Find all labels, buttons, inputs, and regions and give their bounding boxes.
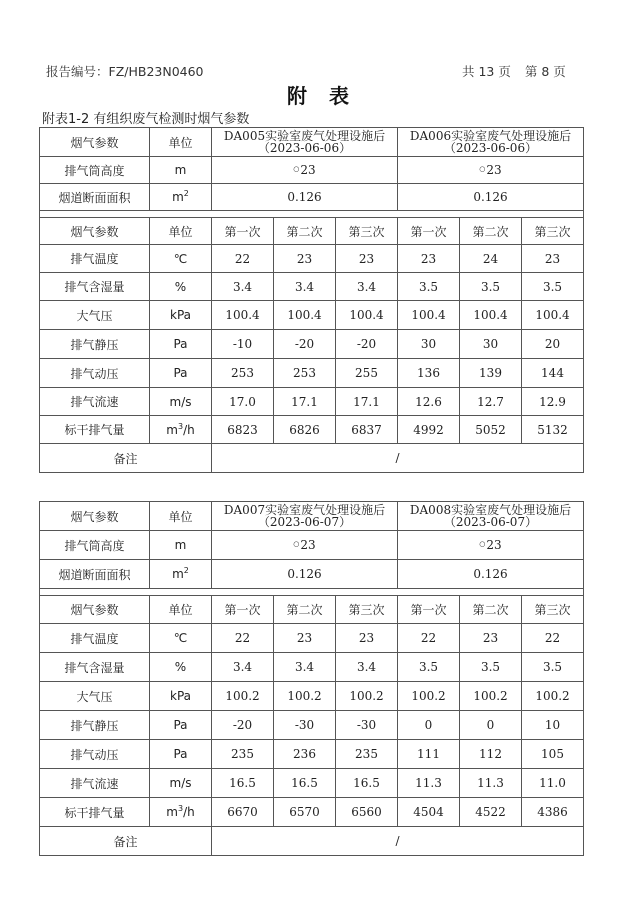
source-name: DA006实验室废气处理设施后 bbox=[409, 129, 572, 143]
run-header: 第二次 bbox=[460, 596, 522, 624]
row-label: 排气筒高度 bbox=[40, 157, 150, 184]
unit-header: 单位 bbox=[150, 218, 212, 245]
value-cell: 105 bbox=[522, 740, 584, 769]
row-label: 排气动压 bbox=[40, 740, 150, 769]
row-label: 大气压 bbox=[40, 682, 150, 711]
value-cell: 100.2 bbox=[522, 682, 584, 711]
value-cell: 12.9 bbox=[522, 388, 584, 416]
value-cell: -20 bbox=[274, 330, 336, 359]
row-label: 排气流速 bbox=[40, 769, 150, 798]
remark-label: 备注 bbox=[40, 827, 212, 856]
row-unit: m bbox=[150, 531, 212, 560]
value-cell: 16.5 bbox=[274, 769, 336, 798]
value-cell: 3.5 bbox=[398, 653, 460, 682]
unit-header: 单位 bbox=[150, 128, 212, 157]
param-header: 烟气参数 bbox=[40, 596, 150, 624]
value-cell: 100.4 bbox=[274, 301, 336, 330]
row-label: 标干排气量 bbox=[40, 798, 150, 827]
value-cell: 0.126 bbox=[212, 560, 398, 589]
value-cell: 3.5 bbox=[460, 273, 522, 301]
row-unit: ℃ bbox=[150, 245, 212, 273]
table-gap bbox=[40, 211, 584, 218]
value-cell: 6560 bbox=[336, 798, 398, 827]
value-cell: 5132 bbox=[522, 416, 584, 444]
value-cell: 3.4 bbox=[212, 653, 274, 682]
value-cell: 11.0 bbox=[522, 769, 584, 798]
row-label: 烟道断面面积 bbox=[40, 184, 150, 211]
value-cell: 22 bbox=[212, 624, 274, 653]
source-header bbox=[398, 502, 584, 531]
value-cell: 3.5 bbox=[398, 273, 460, 301]
row-label: 排气静压 bbox=[40, 330, 150, 359]
value-cell: 22 bbox=[212, 245, 274, 273]
main-title: 附表 bbox=[287, 84, 371, 108]
run-header: 第三次 bbox=[336, 596, 398, 624]
value-cell: ○23 bbox=[212, 157, 398, 184]
value-cell: 6826 bbox=[274, 416, 336, 444]
value-cell: 236 bbox=[274, 740, 336, 769]
value-cell: 100.4 bbox=[336, 301, 398, 330]
row-unit: Pa bbox=[150, 740, 212, 769]
degree-mark: ○ bbox=[293, 165, 300, 173]
value-cell: 4992 bbox=[398, 416, 460, 444]
degree-mark: ○ bbox=[479, 165, 486, 173]
run-header: 第一次 bbox=[398, 596, 460, 624]
value-cell: 22 bbox=[398, 624, 460, 653]
value-cell: 235 bbox=[336, 740, 398, 769]
value-cell: 6670 bbox=[212, 798, 274, 827]
run-header: 第二次 bbox=[460, 218, 522, 245]
value-cell: 11.3 bbox=[460, 769, 522, 798]
value-cell: 139 bbox=[460, 359, 522, 388]
value-cell: 111 bbox=[398, 740, 460, 769]
row-unit: m bbox=[150, 157, 212, 184]
row-label: 烟道断面面积 bbox=[40, 560, 150, 589]
value-cell: 100.4 bbox=[398, 301, 460, 330]
row-unit: $m^3/h$ bbox=[150, 798, 212, 827]
table-title: 附表1-2 有组织废气检测时烟气参数 bbox=[42, 112, 250, 127]
value-cell: 3.5 bbox=[460, 653, 522, 682]
value-cell: -20 bbox=[336, 330, 398, 359]
value-cell: 23 bbox=[522, 245, 584, 273]
row-unit: m/s bbox=[150, 388, 212, 416]
remark-label: 备注 bbox=[40, 444, 212, 473]
value-cell: -20 bbox=[212, 711, 274, 740]
source-name: DA007实验室废气处理设施后 bbox=[223, 503, 386, 517]
value-cell: 23 bbox=[460, 624, 522, 653]
unit-header: 单位 bbox=[150, 596, 212, 624]
value-cell: 100.4 bbox=[212, 301, 274, 330]
value-cell: 23 bbox=[336, 624, 398, 653]
value-cell: 0 bbox=[460, 711, 522, 740]
row-unit: kPa bbox=[150, 301, 212, 330]
param-header: 烟气参数 bbox=[40, 502, 150, 531]
value-cell: 3.4 bbox=[336, 273, 398, 301]
value-cell: 100.2 bbox=[460, 682, 522, 711]
value-cell: 6823 bbox=[212, 416, 274, 444]
row-unit: $m^2$ bbox=[150, 560, 212, 589]
value-cell: -10 bbox=[212, 330, 274, 359]
value-cell: ○23 bbox=[212, 531, 398, 560]
row-unit: m/s bbox=[150, 769, 212, 798]
source-header bbox=[398, 128, 584, 157]
report-number: 报告编号：FZ/HB23N0460 bbox=[46, 64, 204, 79]
value-cell: 112 bbox=[460, 740, 522, 769]
value-cell: 100.2 bbox=[212, 682, 274, 711]
source-date: （2023-06-06） bbox=[257, 141, 352, 155]
value-cell: 253 bbox=[212, 359, 274, 388]
source-date: （2023-06-07） bbox=[443, 515, 538, 529]
value-cell: -30 bbox=[336, 711, 398, 740]
value-cell: 3.4 bbox=[274, 653, 336, 682]
value-cell: 144 bbox=[522, 359, 584, 388]
value-cell: 3.5 bbox=[522, 653, 584, 682]
row-label: 标干排气量 bbox=[40, 416, 150, 444]
run-header: 第一次 bbox=[398, 218, 460, 245]
source-date: （2023-06-06） bbox=[443, 141, 538, 155]
value-cell: 3.4 bbox=[274, 273, 336, 301]
value-cell: 3.5 bbox=[522, 273, 584, 301]
run-header: 第二次 bbox=[274, 596, 336, 624]
row-label: 排气含湿量 bbox=[40, 653, 150, 682]
param-header: 烟气参数 bbox=[40, 218, 150, 245]
value-cell: 30 bbox=[460, 330, 522, 359]
remark-value: / bbox=[212, 827, 584, 856]
value-cell: 100.2 bbox=[274, 682, 336, 711]
value-cell: 4504 bbox=[398, 798, 460, 827]
value-cell: 23 bbox=[398, 245, 460, 273]
run-header: 第一次 bbox=[212, 596, 274, 624]
degree-mark: ○ bbox=[293, 540, 300, 548]
source-name: DA008实验室废气处理设施后 bbox=[409, 503, 572, 517]
value-cell: 4522 bbox=[460, 798, 522, 827]
value-cell: -30 bbox=[274, 711, 336, 740]
row-label: 大气压 bbox=[40, 301, 150, 330]
value-cell: 16.5 bbox=[336, 769, 398, 798]
value-cell: 100.4 bbox=[522, 301, 584, 330]
run-header: 第一次 bbox=[212, 218, 274, 245]
value-cell: 235 bbox=[212, 740, 274, 769]
row-unit: Pa bbox=[150, 330, 212, 359]
value-cell: 12.6 bbox=[398, 388, 460, 416]
row-label: 排气含湿量 bbox=[40, 273, 150, 301]
run-header: 第二次 bbox=[274, 218, 336, 245]
row-label: 排气温度 bbox=[40, 245, 150, 273]
value-cell: 253 bbox=[274, 359, 336, 388]
param-header: 烟气参数 bbox=[40, 128, 150, 157]
value-cell: 0.126 bbox=[212, 184, 398, 211]
value-cell: 3.4 bbox=[212, 273, 274, 301]
value-cell: 17.0 bbox=[212, 388, 274, 416]
value-cell: 10 bbox=[522, 711, 584, 740]
row-unit: % bbox=[150, 273, 212, 301]
run-header: 第三次 bbox=[336, 218, 398, 245]
value-cell: 22 bbox=[522, 624, 584, 653]
row-unit: Pa bbox=[150, 711, 212, 740]
page-info bbox=[462, 62, 566, 80]
value-cell: 5052 bbox=[460, 416, 522, 444]
row-unit: $m^3/h$ bbox=[150, 416, 212, 444]
value-cell: 255 bbox=[336, 359, 398, 388]
row-unit: % bbox=[150, 653, 212, 682]
value-cell: 17.1 bbox=[336, 388, 398, 416]
degree-mark: ○ bbox=[479, 540, 486, 548]
value-cell: 17.1 bbox=[274, 388, 336, 416]
row-label: 排气筒高度 bbox=[40, 531, 150, 560]
page-number: 第 8 页 bbox=[524, 64, 566, 79]
row-label: 排气温度 bbox=[40, 624, 150, 653]
value-cell: 100.2 bbox=[336, 682, 398, 711]
unit-header: 单位 bbox=[150, 502, 212, 531]
source-header bbox=[212, 128, 398, 157]
value-cell: 12.7 bbox=[460, 388, 522, 416]
value-cell: 16.5 bbox=[212, 769, 274, 798]
value-cell: 0 bbox=[398, 711, 460, 740]
flue-gas-table-1 bbox=[39, 127, 584, 473]
value-cell: 0.126 bbox=[398, 184, 584, 211]
source-header bbox=[212, 502, 398, 531]
run-header: 第三次 bbox=[522, 218, 584, 245]
value-cell: 24 bbox=[460, 245, 522, 273]
value-cell: 11.3 bbox=[398, 769, 460, 798]
value-cell: 30 bbox=[398, 330, 460, 359]
row-unit: kPa bbox=[150, 682, 212, 711]
value-cell: 23 bbox=[274, 624, 336, 653]
value-cell: 6837 bbox=[336, 416, 398, 444]
table-gap bbox=[40, 589, 584, 596]
value-cell: 3.4 bbox=[336, 653, 398, 682]
row-label: 排气流速 bbox=[40, 388, 150, 416]
value-cell: 136 bbox=[398, 359, 460, 388]
row-unit: ℃ bbox=[150, 624, 212, 653]
source-name: DA005实验室废气处理设施后 bbox=[223, 129, 386, 143]
row-unit: $m^2$ bbox=[150, 184, 212, 211]
value-cell: 23 bbox=[274, 245, 336, 273]
remark-value: / bbox=[212, 444, 584, 473]
row-label: 排气动压 bbox=[40, 359, 150, 388]
value-cell: 0.126 bbox=[398, 560, 584, 589]
value-cell: 6570 bbox=[274, 798, 336, 827]
row-unit: Pa bbox=[150, 359, 212, 388]
value-cell: 100.4 bbox=[460, 301, 522, 330]
source-date: （2023-06-07） bbox=[257, 515, 352, 529]
total-pages: 共 13 页 bbox=[462, 64, 511, 79]
flue-gas-table-2 bbox=[39, 501, 584, 856]
value-cell: 23 bbox=[336, 245, 398, 273]
run-header: 第三次 bbox=[522, 596, 584, 624]
row-label: 排气静压 bbox=[40, 711, 150, 740]
value-cell: ○23 bbox=[398, 531, 584, 560]
value-cell: 20 bbox=[522, 330, 584, 359]
value-cell: 100.2 bbox=[398, 682, 460, 711]
value-cell: 4386 bbox=[522, 798, 584, 827]
value-cell: ○23 bbox=[398, 157, 584, 184]
